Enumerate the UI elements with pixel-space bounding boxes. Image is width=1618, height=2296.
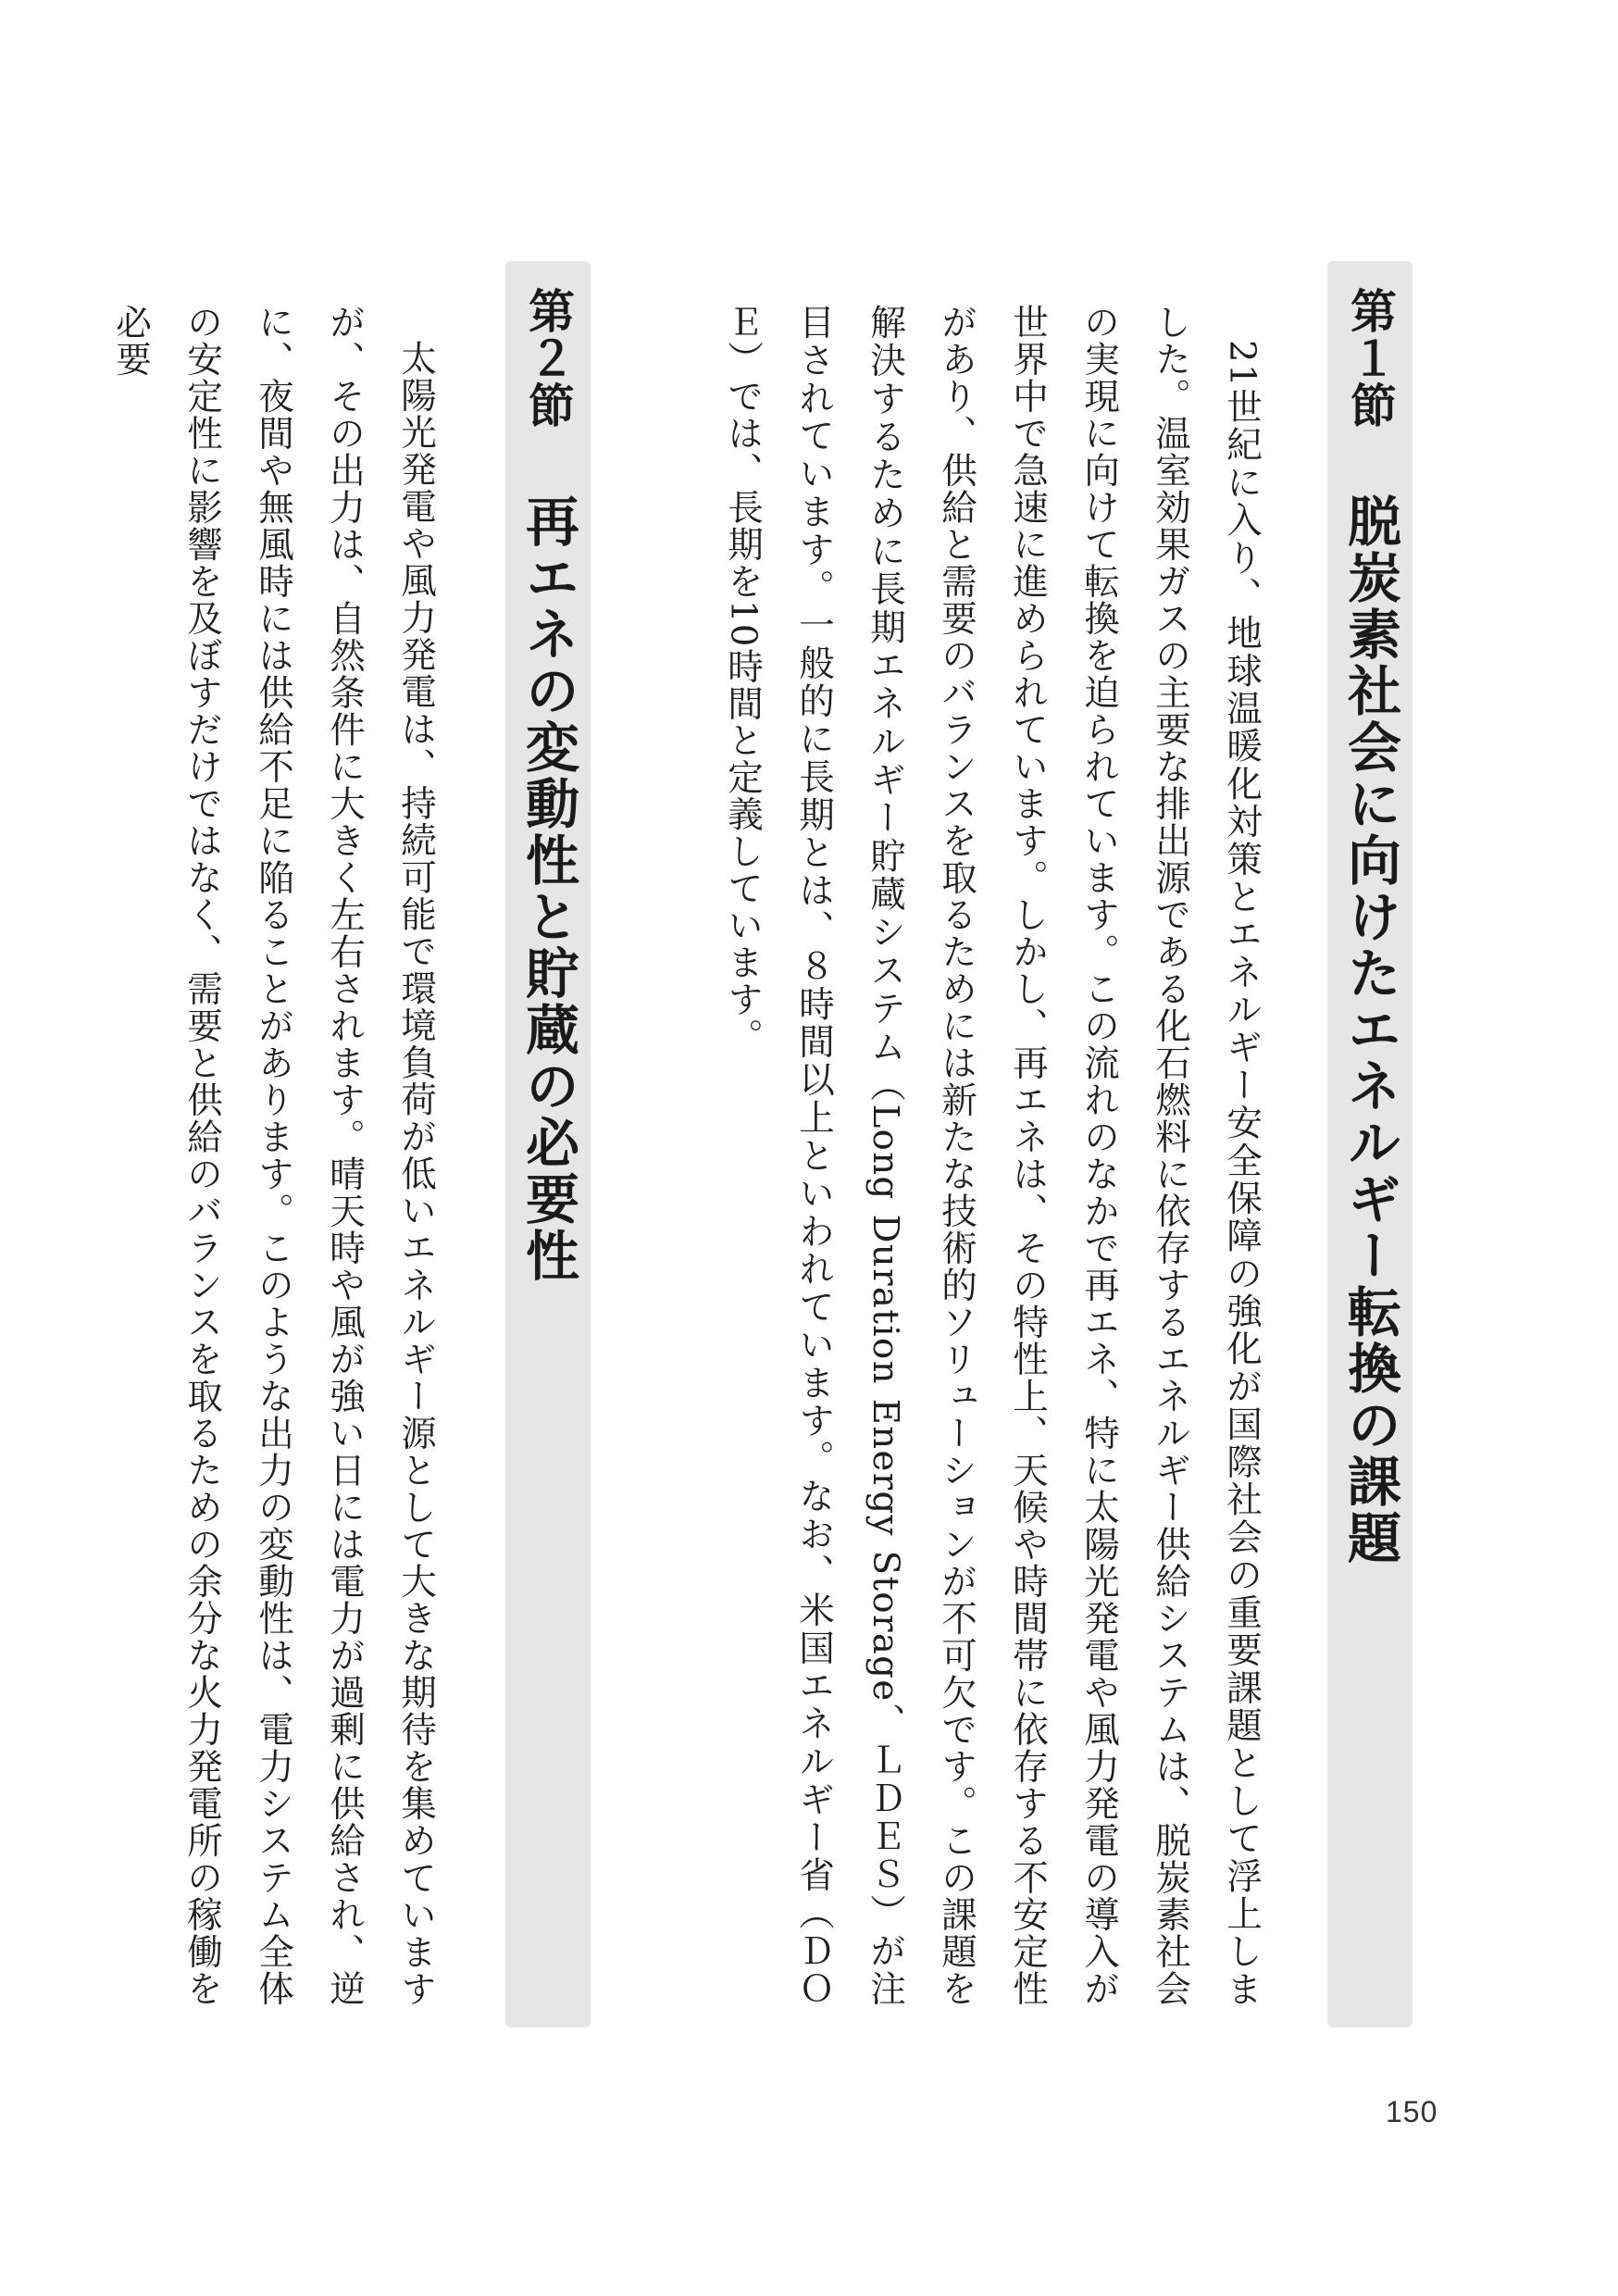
section-2-number: 第２節: [521, 287, 575, 429]
section-1-body: 21世紀に入り、地球温暖化対策とエネルギー安全保障の強化が国際社会の重要課題として浮上しました。温室効果ガスの主要な排出源である化石燃料に依存するエネルギー供給システムは、脱炭素社会の実現に向けて転換を迫られています。この流れのなかで再エネ、特に太陽光発電や風力発電の導入が世界中で急速に進められています。しかし、再エネは、その特性上、天候や時間帯に依存する不安定性があり、供給と需要のバランスを取るためには新たな技術的ソリューションが不可欠です。この課題を解決するために長期エネルギー貯蔵システム（Long Duration Energy Storage、ＬＤＥＳ）が注目されています。一般的に長期とは、８時間以上といわれています。なお、米国エネルギー省（ＤＯＥ）では、長期を10時間と定義しています。: [722, 304, 1263, 2007]
section-2-title: 再エネの変動性と貯蔵の必要性: [517, 493, 579, 1284]
section-1-heading: [1327, 261, 1413, 2028]
section-1-title: 脱炭素社会に向けたエネルギー転換の課題: [1338, 493, 1401, 1566]
page-number: 150: [1386, 2095, 1438, 2128]
section-2-body: 太陽光発電や風力発電は、持続可能で環境負荷が低いエネルギー源として大きな期待を集めていますが、その出力は、自然条件に大きく左右されます。晴天時や風が強い日には電力が過剰に供給され、逆に、夜間や無風時には供給不足に陥ることがあります。このような出力の変動性は、電力システム全体の安定性に影響を及ぼすだけではなく、需要と供給のバランスを取るための余分な火力発電所の稼働を必要: [110, 304, 437, 2007]
section-1-number: 第１節: [1343, 287, 1397, 429]
section-2-heading: [505, 261, 591, 2028]
